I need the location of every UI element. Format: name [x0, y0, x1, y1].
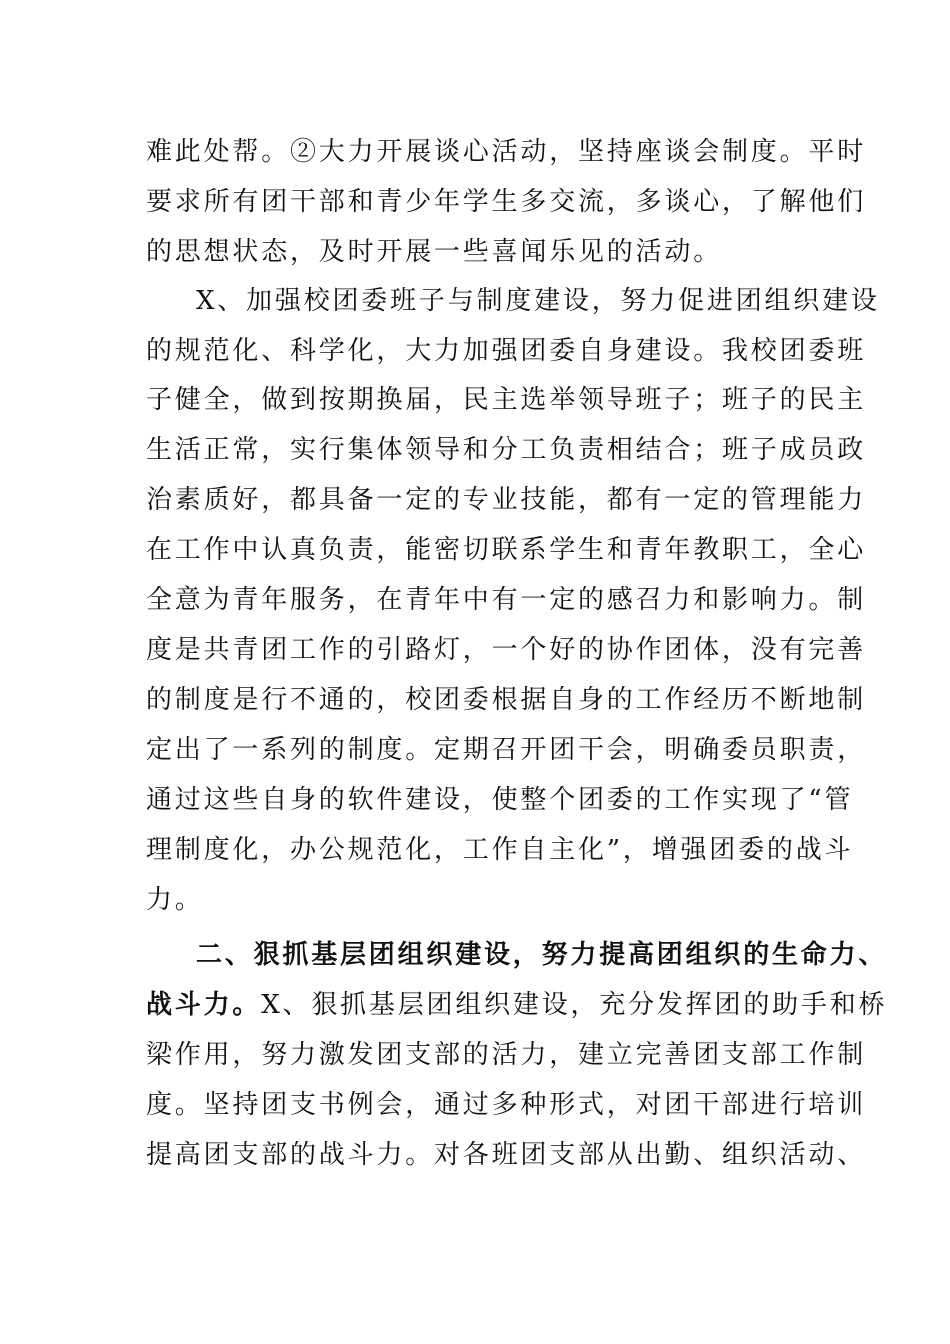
text-line: 的制度是行不通的，校团委根据自身的工作经历不断地制	[146, 685, 867, 715]
text-line	[146, 990, 887, 1020]
text-line: 的规范化、科学化，大力加强团委自身建设。我校团委班	[146, 336, 867, 366]
text-line: 要求所有团干部和青少年学生多交流，多谈心，了解他们	[146, 187, 867, 217]
text-line: 定出了一系列的制度。定期召开团干会，明确委员职责，	[146, 735, 867, 765]
text-line: 的思想状态，及时开展一些喜闻乐见的活动。	[146, 237, 723, 267]
text-line: 梁作用，努力激发团支部的活力，建立完善团支部工作制	[146, 1040, 867, 1070]
text-line: X、加强校团委班子与制度建设，努力促进团组织建设	[196, 286, 880, 316]
section-heading-end: 战斗力。	[146, 990, 262, 1020]
text-line: 提高团支部的战斗力。对各班团支部从出勤、组织活动、	[146, 1140, 867, 1170]
text-line: 难此处帮。②大力开展谈心活动，坚持座谈会制度。平时	[146, 137, 867, 167]
section-heading: 二、狠抓基层团组织建设，努力提高团组织的生命力、	[196, 940, 888, 970]
text-line: 治素质好，都具备一定的专业技能，都有一定的管理能力	[146, 485, 867, 515]
text-line: 子健全，做到按期换届，民主选举领导班子；班子的民主	[146, 385, 867, 415]
text-line: 度是共青团工作的引路灯，一个好的协作团体，没有完善	[146, 635, 867, 665]
text-line: 全意为青年服务，在青年中有一定的感召力和影响力。制	[146, 585, 867, 615]
text-line: 力。	[146, 885, 204, 915]
text-line: 理制度化，办公规范化，工作自主化”，增强团委的战斗	[146, 835, 854, 865]
text-line: 通过这些自身的软件建设，使整个团委的工作实现了“管	[146, 785, 854, 815]
text-line: 生活正常，实行集体领导和分工负责相结合；班子成员政	[146, 435, 867, 465]
text-segment: X、狠抓基层团组织建设，充分发挥团的助手和桥	[261, 990, 888, 1020]
text-line: 度。坚持团支书例会，通过多种形式，对团干部进行培训	[146, 1090, 867, 1120]
text-line: 在工作中认真负责，能密切联系学生和青年教职工，全心	[146, 535, 867, 565]
